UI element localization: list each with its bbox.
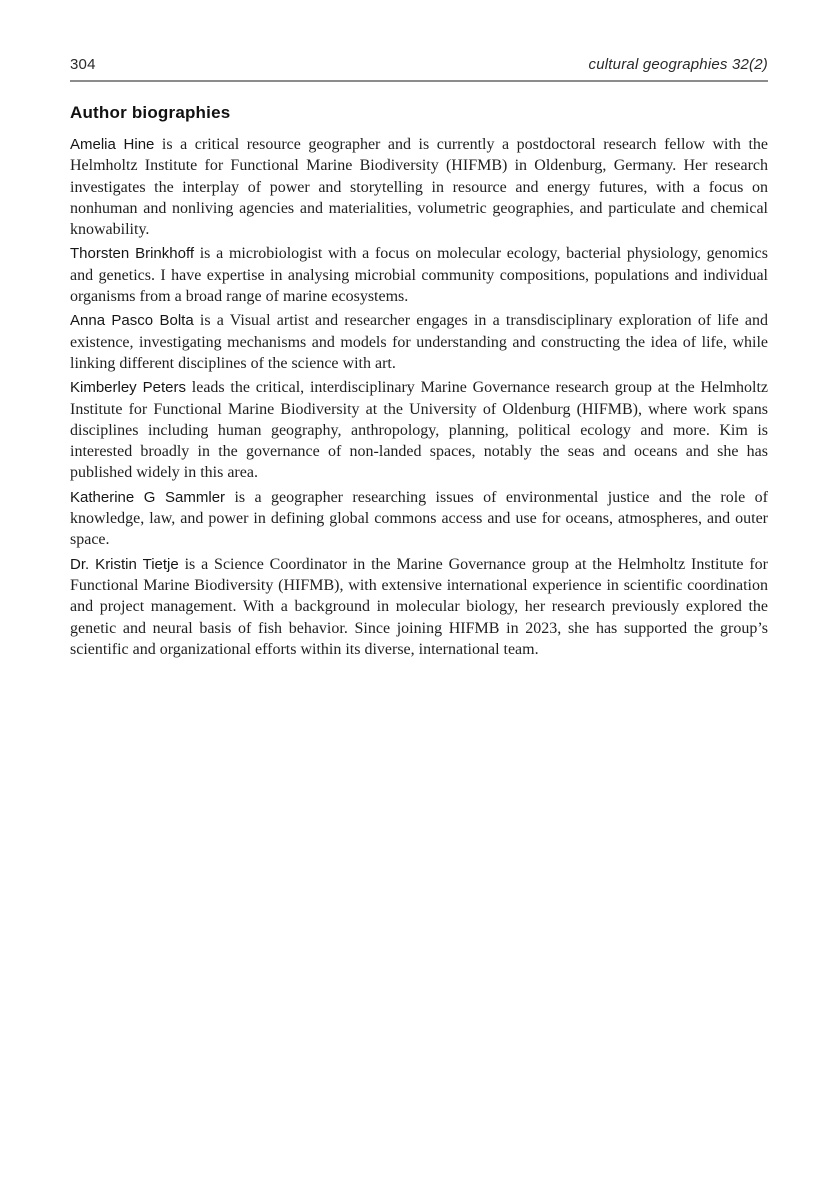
bio-text: is a critical resource geographer and is currently a postdoctoral research fellow with the Helmholtz Institute for Functional Marine Biodiversity (HIFMB) in Oldenburg, Germany. Her research investigates the interplay of power and storytelling in resource and energy futures, with a focus on nonhuman and nonliving agencies and materialities, volumetric geographies, and particulate and chemical knowability. — [70, 136, 768, 239]
section-title: Author biographies — [70, 103, 231, 122]
bio-paragraph — [70, 377, 768, 483]
page-number: 304 — [70, 56, 96, 73]
bio-text: is a geographer researching issues of environmental justice and the role of knowledge, law, and power in defining global commons access and use for oceans, atmospheres, and outer space. — [70, 488, 768, 549]
bio-text: is a Science Coordinator in the Marine Governance group at the Helmholtz Institute for Functional Marine Biodiversity (HIFMB), with extensive international experience in scientific coordination and project management. With a background in molecular biology, her research previously explored the genetic and neural basis of fish behavior. Since joining HIFMB in 2023, she has supported the group’s scientific and organizational efforts within its diverse, international team. — [70, 555, 768, 658]
running-head — [70, 56, 768, 82]
author-name: Amelia Hine — [70, 136, 155, 153]
author-name: Dr. Kristin Tietje — [70, 555, 179, 573]
author-name: Katherine G Sammler — [70, 488, 226, 506]
bio-paragraph — [70, 134, 768, 240]
journal-title: cultural geographies 32(2) — [588, 56, 768, 73]
author-name: Thorsten Brinkhoff — [70, 245, 195, 263]
bio-paragraph — [70, 554, 768, 660]
bio-text: is a Visual artist and researcher engages in a transdisciplinary exploration of life and existence, investigating mechanisms and models for understanding and constructing the idea of life, while linking different disciplines of the science with art. — [70, 312, 769, 372]
bio-paragraph — [70, 243, 768, 307]
bio-paragraph — [70, 310, 768, 374]
bio-text: is a microbiologist with a focus on molecular ecology, bacterial physiology, genomics and genetics. I have expertise in analysing microbial community compositions, populations and individual organisms from a broad range of marine ecosystems. — [70, 245, 768, 306]
bio-paragraph — [70, 487, 768, 551]
bio-text: leads the critical, interdisciplinary Marine Governance research group at the Helmholtz Institute for Functional Marine Biodiversity at the University of Oldenburg (HIFMB), where work spans disciplines including human geography, anthropology, planning, political ecology and more. Kim is interested broadly in the governance of non-landed spaces, notably the seas and oceans and she has published widely in this area. — [70, 379, 769, 482]
author-name: Kimberley Peters — [70, 379, 186, 397]
author-name: Anna Pasco Bolta — [70, 312, 194, 330]
